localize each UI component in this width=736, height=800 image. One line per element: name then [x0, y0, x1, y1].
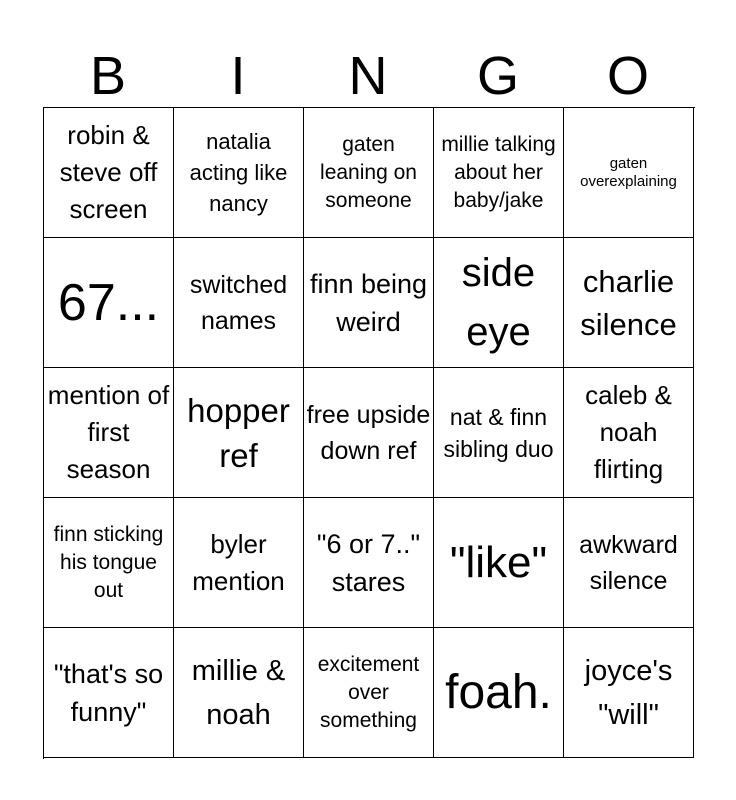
cell-text: millie & noah: [191, 654, 286, 731]
cell-text: finn sticking his tongue out: [53, 522, 164, 602]
header-letter-o: O: [606, 46, 649, 106]
cell-text: awkward silence: [579, 530, 678, 595]
bingo-cell-r3c5[interactable]: [564, 368, 694, 498]
cell-text: charlie silence: [580, 263, 677, 342]
cell-text: byler mention: [192, 528, 285, 596]
bingo-cell-r3c3[interactable]: [304, 368, 434, 498]
cell-text: side eye: [461, 250, 536, 354]
header-letter-n: N: [348, 46, 388, 106]
cell-text: free upside down ref: [306, 400, 431, 465]
bingo-cell-r3c2[interactable]: [174, 368, 304, 498]
bingo-cell-r5c4[interactable]: [434, 628, 564, 758]
cell-text: hopper ref: [187, 391, 290, 474]
bingo-cell-r2c5[interactable]: [564, 238, 694, 368]
bingo-cell-r5c1[interactable]: [44, 628, 174, 758]
cell-text: caleb & noah flirting: [585, 380, 672, 484]
bingo-cell-r5c5[interactable]: [564, 628, 694, 758]
bingo-cell-r1c3[interactable]: [304, 108, 434, 238]
bingo-cell-r3c4[interactable]: [434, 368, 564, 498]
bingo-cell-r5c2[interactable]: [174, 628, 304, 758]
cell-text: natalia acting like nancy: [189, 129, 288, 216]
bingo-cell-r2c2[interactable]: [174, 238, 304, 368]
header-letter-g: G: [476, 46, 519, 106]
header-letter-i: I: [230, 46, 246, 106]
bingo-cell-r1c5[interactable]: [564, 108, 694, 238]
cell-text: finn being weird: [309, 268, 428, 337]
bingo-cell-r1c2[interactable]: [174, 108, 304, 238]
cell-text: switched names: [189, 270, 288, 335]
bingo-cell-r4c1[interactable]: [44, 498, 174, 628]
cell-text: 67...: [57, 273, 160, 332]
bingo-cell-r4c2[interactable]: [174, 498, 304, 628]
bingo-cell-r4c3[interactable]: [304, 498, 434, 628]
bingo-cell-r1c1[interactable]: [44, 108, 174, 238]
header-letter-b: B: [89, 46, 127, 106]
bingo-cell-r4c4[interactable]: [434, 498, 564, 628]
cell-text: "like": [449, 537, 548, 587]
bingo-cell-r3c1[interactable]: [44, 368, 174, 498]
bingo-cell-r2c4[interactable]: [434, 238, 564, 368]
cell-text: foah.: [445, 665, 552, 719]
bingo-cell-r5c3[interactable]: [304, 628, 434, 758]
bingo-cell-r2c3[interactable]: [304, 238, 434, 368]
cell-text: "6 or 7.." stares: [316, 528, 421, 597]
cell-text: gaten leaning on someone: [320, 132, 417, 212]
cell-text: millie talking about her baby/jake: [441, 132, 556, 212]
bingo-cell-r1c4[interactable]: [434, 108, 564, 238]
cell-text: "that's so funny": [53, 658, 164, 727]
cell-text: mention of first season: [47, 380, 170, 484]
bingo-cell-r2c1[interactable]: [44, 238, 174, 368]
cell-text: robin & steve off screen: [59, 120, 158, 224]
bingo-cell-r4c5[interactable]: [564, 498, 694, 628]
bingo-grid: [43, 107, 695, 759]
cell-text: joyce's "will": [584, 654, 673, 731]
bingo-header: [43, 38, 693, 108]
cell-text: gaten overexplaining: [580, 154, 677, 190]
cell-text: excitement over something: [317, 652, 420, 732]
cell-text: nat & finn sibling duo: [443, 403, 554, 462]
